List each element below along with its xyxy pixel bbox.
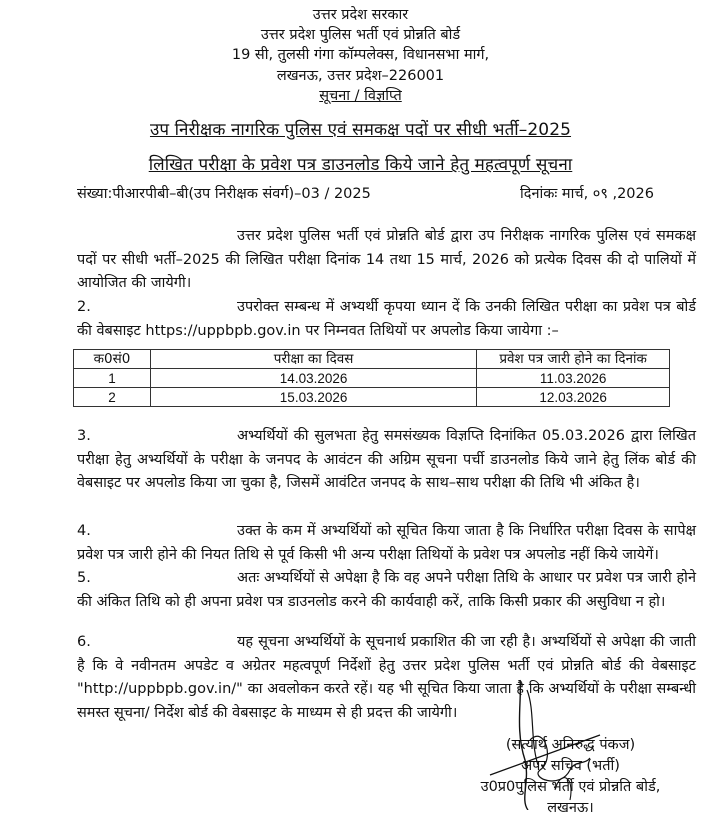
paragraph-5-number: 5. — [77, 570, 91, 586]
table-row — [74, 369, 670, 388]
paragraph-2-number: 2. — [77, 299, 91, 315]
address-line-1: 19 सी, तुलसी गंगा कॉम्पलेक्स, विधानसभा मार्ग, — [231, 47, 490, 63]
paragraph-3-text: अभ्यर्थियों की सुलभता हेतु समसंख्यक विज्ञप्ति दिनांकित 05.03.2026 द्वारा लिखित परीक्षा हेतु अभ्यर्थियों के परीक्षा के जनपद के आवंटन की अग्रिम सूचना पर्ची डाउनलोड किये जाने हेतु लिंक बोर्ड की वेबसाइट पर अपलोड किया जा चुका है, जिसमें आवंटित जनपद के साथ–साथ परीक्षा की तिथि भी अंकित है। — [77, 428, 696, 491]
government-name: उत्तर प्रदेश सरकार — [312, 7, 409, 23]
admit-card-schedule-table — [73, 349, 670, 407]
subject-title: लिखित परीक्षा के प्रवेश पत्र डाउनलोड किये जाने हेतु महत्वपूर्ण सूचना — [148, 155, 573, 175]
exam-day-cell: 14.03.2026 — [150, 369, 476, 388]
serial-cell: 1 — [74, 369, 151, 388]
paragraph-4 — [77, 520, 696, 567]
paragraph-1-text: उत्तर प्रदेश पुलिस भर्ती एवं प्रोन्नति बोर्ड द्वारा उप निरीक्षक नागरिक पुलिस एवं समकक्ष पदों पर सीधी भर्ती–2025 की लिखित परीक्षा दिनांक 14 तथा 15 मार्च, 2026 को प्रत्येक दिवस की दो पालियों में आयोजित की जायेगी। — [77, 228, 696, 291]
column-header-serial: क0सं0 — [74, 350, 151, 369]
paragraph-5-text: अतः अभ्यर्थियों से अपेक्षा है कि वह अपने परीक्षा तिथि के आधार पर प्रवेश पत्र जारी होने की अंकित तिथि को ही अपना प्रवेश पत्र डाउनलोड करने की कार्यवाही करें, ताकि किसी प्रकार की असुविधा न हो। — [77, 570, 696, 610]
notice-date: दिनांकः मार्च, ०९ ,2026 — [520, 186, 654, 202]
paragraph-6 — [77, 631, 696, 725]
address-line-2: लखनऊ, उत्तर प्रदेश–226001 — [276, 68, 445, 84]
paragraph-6-text: यह सूचना अभ्यर्थियों के सूचनार्थ प्रकाशित की जा रही है। अभ्यर्थियों से अपेक्षा की जाती है कि वे नवीनतम अपडेट व अग्रेतर महत्वपूर्ण निर्देशों हेतु उत्तर प्रदेश पुलिस भर्ती एवं प्रोन्नति बोर्ड की वेबसाइट "http://uppbpb.gov.in/" का अवलोकन करते रहें। यह भी सूचित किया जाता है कि अभ्यर्थियों के परीक्षा सम्बन्धी समस्त सूचना/ निर्देश बोर्ड की वेबसाइट के माध्यम से ही प्रदत्त की जायेगी। — [77, 634, 696, 721]
paragraph-6-number: 6. — [77, 634, 91, 650]
paragraph-5 — [77, 567, 696, 614]
paragraph-4-number: 4. — [77, 523, 91, 539]
reference-number: संख्या:पीआरपीबी–बी(उप निरीक्षक संवर्ग)–03 / 2025 — [77, 186, 371, 202]
table-row — [74, 388, 670, 407]
paragraph-3-number: 3. — [77, 428, 91, 444]
admit-card-date-cell: 11.03.2026 — [477, 369, 670, 388]
board-name: उत्तर प्रदेश पुलिस भर्ती एवं प्रोन्नति बोर्ड — [260, 27, 461, 43]
paragraph-1 — [77, 225, 696, 296]
notice-type — [0, 86, 721, 106]
signatory-designation: अपर सचिव (भर्ती) — [521, 758, 620, 774]
table-header-row — [74, 350, 670, 369]
notice-type-label: सूचना / विज्ञप्ति — [319, 88, 402, 104]
paragraph-4-text: उक्त के कम में अभ्यर्थियों को सूचित किया जाता है कि निर्धारित परीक्षा दिवस के सापेक्ष प्रवेश पत्र जारी होने की नियत तिथि से पूर्व किसी भी अन्य परीक्षा तिथियों के प्रवेश पत्र अपलोड नहीं किये जायेगें। — [77, 523, 696, 563]
paragraph-2-text: उपरोक्त सम्बन्ध में अभ्यर्थी कृपया ध्यान दें कि उनकी लिखित परीक्षा का प्रवेश पत्र बोर्ड की वेबसाइट https://uppbpb.gov.in पर निम्नवत तिथियों पर अपलोड किया जायेगा :– — [77, 299, 696, 339]
paragraph-2 — [77, 296, 696, 343]
signatory-office: उ0प्र0पुलिस भर्ती एवं प्रोन्नति बोर्ड, — [480, 779, 661, 795]
signatory-city: लखनऊ। — [547, 800, 594, 816]
column-header-exam-day: परीक्षा का दिवस — [150, 350, 476, 369]
recruitment-title: उप निरीक्षक नागरिक पुलिस एवं समकक्ष पदों पर सीधी भर्ती–2025 — [149, 120, 572, 140]
serial-cell: 2 — [74, 388, 151, 407]
signatory-name: (सत्यार्थ अनिरुद्ध पंकज) — [505, 737, 636, 753]
column-header-admit-card-date: प्रवेश पत्र जारी होने का दिनांक — [477, 350, 670, 369]
paragraph-3 — [77, 425, 696, 496]
admit-card-date-cell: 12.03.2026 — [477, 388, 670, 407]
exam-day-cell: 15.03.2026 — [150, 388, 476, 407]
